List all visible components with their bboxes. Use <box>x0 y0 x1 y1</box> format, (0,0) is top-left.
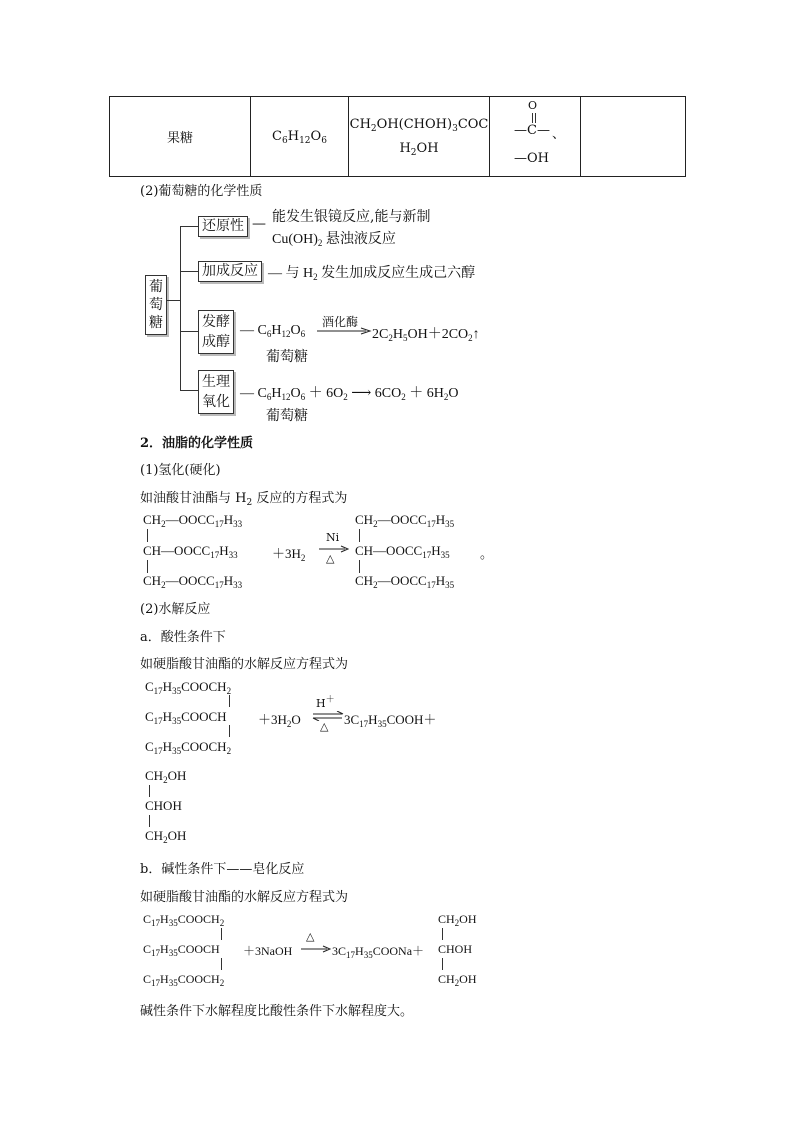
conclusion-text: 碱性条件下水解程度比酸性条件下水解程度大。 <box>140 1004 414 1019</box>
formula-line: $CH_2OH$ <box>145 828 187 845</box>
group-carbonyl: —C— <box>514 123 550 138</box>
formula-line: $CH_2—OOCC_{17}H_{33}$ <box>143 573 243 590</box>
acid-product: $3C_{17}H_{35}COOH+$ <box>344 712 437 729</box>
ferment-lhs: — $C_6H_{12}O_6$ <box>240 323 306 339</box>
tree-connector <box>166 300 180 301</box>
branch-line-add <box>180 271 198 272</box>
formula-line: $CH_2—OOCC_{17}H_{35}$ <box>355 573 455 590</box>
tree-trunk <box>180 226 181 390</box>
group-hydroxyl: —OH <box>514 151 549 166</box>
fructose-table <box>109 96 686 177</box>
structure-line-1: $CH_2OH(CHOH)_3COC$ <box>349 116 489 134</box>
heat-symbol: △ <box>306 930 315 943</box>
formula-line: $CH_2—OOCC_{17}H_{35}$ <box>355 512 455 529</box>
label-oxid-2: 氧化 <box>202 394 230 410</box>
structure-line-2: $H_2OH$ <box>399 140 439 158</box>
section-heading-fats: 2．油脂的化学性质 <box>140 436 254 451</box>
bond-line <box>147 529 148 542</box>
ferment-catalyst: 酒化酶 <box>322 315 359 329</box>
label-oxid-1: 生理 <box>202 374 230 390</box>
branch-line-ferment <box>180 331 198 332</box>
reaction-arrow <box>300 945 332 953</box>
ferment-rhs: $2C_2H_5OH+2CO_2↑$ <box>372 327 480 343</box>
table-cell-groups <box>490 97 581 177</box>
hydrogenation-intro: 如油酸甘油酯与 $H_2$ 反应的方程式为 <box>140 491 348 508</box>
subheading-hydrolysis: (2)水解反应 <box>140 602 211 617</box>
ferment-under: 葡萄糖 <box>266 349 308 365</box>
bond-line <box>229 695 230 707</box>
oxid-under: 葡萄糖 <box>266 408 308 424</box>
bond-line <box>442 928 443 940</box>
formula-line: $CH—OOCC_{17}H_{33}$ <box>143 543 238 560</box>
subheading-hydrogenation: (1)氢化(硬化) <box>140 463 221 478</box>
formula-line: $C_{17}H_{35}COOCH_2$ <box>145 679 232 696</box>
bond-line <box>442 958 443 970</box>
group-o: O <box>528 99 538 112</box>
label-box-oxid <box>198 370 234 414</box>
table-cell-name: 果糖 <box>110 97 251 177</box>
table-row <box>110 97 686 177</box>
double-bond-line <box>532 113 533 123</box>
glucose-root-box: 葡萄糖 <box>145 275 167 335</box>
bond-line <box>149 815 150 827</box>
bond-line <box>147 560 148 573</box>
bond-line <box>221 958 222 970</box>
base-intro: 如硬脂酸甘油酯的水解反应方程式为 <box>140 890 349 905</box>
branch-line-oxid <box>180 390 198 391</box>
label-ferment-2: 成醇 <box>202 334 230 350</box>
formula-line: CHOH <box>145 798 182 813</box>
formula-line: $CH—OOCC_{17}H_{35}$ <box>355 543 450 560</box>
reaction-arrow <box>316 326 372 336</box>
bond-line <box>229 725 230 737</box>
dash: — <box>252 216 266 232</box>
formula-line: $C_{17}H_{35}COOCH$ <box>143 942 220 958</box>
acid-condition-title: a．酸性条件下 <box>140 630 226 645</box>
label-ferment-1: 发酵 <box>202 314 230 330</box>
formula-line: $C_{17}H_{35}COOCH_2$ <box>143 972 225 988</box>
hydrogenation-catalyst: Ni <box>326 531 340 544</box>
add-text: — 与 $H_2$ 发生加成反应生成己六醇 <box>268 266 476 282</box>
formula-line: $CH_2OH$ <box>438 912 477 928</box>
base-condition-title: b．碱性条件下——皂化反应 <box>140 862 305 877</box>
acid-catalyst: H＋ <box>316 695 335 710</box>
bond-line <box>221 928 222 940</box>
branch-line-reduce <box>180 226 198 227</box>
heat-symbol: △ <box>320 720 329 733</box>
formula-line: $C_{17}H_{35}COOCH$ <box>145 709 227 726</box>
reduce-text-2: $Cu(OH)_2$ 悬浊液反应 <box>272 232 396 248</box>
section-heading-glucose: (2)葡萄糖的化学性质 <box>140 184 263 199</box>
formula-line: $C_{17}H_{35}COOCH_2$ <box>145 739 232 756</box>
table-cell-formula: $C_6H_{12}O_6$ <box>251 97 349 177</box>
double-bond-line-2 <box>535 113 536 123</box>
bond-line <box>359 560 360 573</box>
formula-line: $CH_2OH$ <box>438 972 477 988</box>
acid-reagent: $+3H_2O$ <box>258 712 301 729</box>
group-separator: 、 <box>552 127 566 142</box>
label-box-reduce: 还原性 <box>198 216 248 237</box>
bond-line <box>359 529 360 542</box>
hydrogenation-reagent: $+3H_2$ <box>272 546 306 563</box>
period: 。 <box>480 547 494 562</box>
table-cell-empty <box>581 97 686 177</box>
base-reagent: ＋3NaOH <box>243 944 293 958</box>
label-box-add: 加成反应 <box>198 261 262 282</box>
bond-line <box>149 785 150 797</box>
acid-intro: 如硬脂酸甘油酯的水解反应方程式为 <box>140 657 349 672</box>
oxid-equation: — $C_6H_{12}O_6 + 6O_2$ ⟶ $6CO_2 + 6H_2O$ <box>240 386 459 402</box>
formula-line: $C_{17}H_{35}COOCH_2$ <box>143 912 225 928</box>
label-box-ferment <box>198 310 234 354</box>
table-cell-structure <box>349 97 490 177</box>
formula-line: $CH_2OH$ <box>145 768 187 785</box>
base-product: $3C_{17}H_{35}COONa+$ <box>332 944 425 960</box>
formula-line: CHOH <box>438 942 473 956</box>
reduce-text-1: 能发生银镜反应,能与新制 <box>272 209 431 225</box>
heat-symbol: △ <box>326 552 335 565</box>
formula-line: $CH_2—OOCC_{17}H_{33}$ <box>143 512 243 529</box>
